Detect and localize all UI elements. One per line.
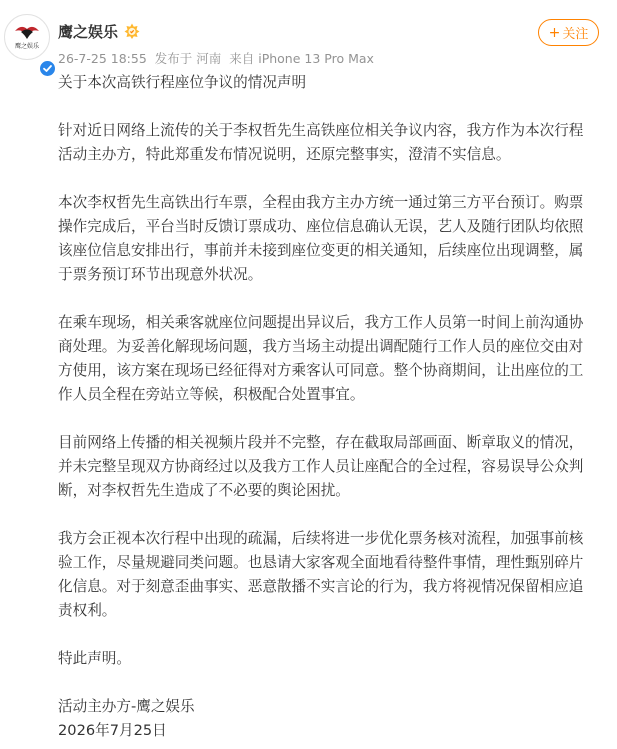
paragraph-line: 验工作，尽量规避同类问题。也恳请大家客观全面地看待整件事情，理性甄别碎片 xyxy=(58,554,584,571)
paragraph-line: 活动主办方，特此郑重发布情况说明，还原完整事实，澄清不实信息。 xyxy=(58,146,511,163)
post-date: 2026年7月25日 xyxy=(58,722,167,739)
paragraph-line: 方使用，该方案在现场已经征得对方乘客认可同意。整个协商期间，让出座位的工 xyxy=(58,362,584,379)
paragraph-line: 在乘车现场，相关乘客就座位问题提出异议后，我方工作人员第一时间上前沟通协 xyxy=(58,314,584,331)
author-name[interactable]: 鹰之娱乐 xyxy=(58,22,119,41)
paragraph-line: 于票务预订环节出现意外状况。 xyxy=(58,266,263,283)
paragraph-line: 目前网络上传播的相关视频片段并不完整，存在截取局部画面、断章取义的情况， xyxy=(58,434,584,451)
closing-line: 特此声明。 xyxy=(58,650,131,667)
paragraph-line: 断，对李权哲先生造成了不必要的舆论困扰。 xyxy=(58,482,350,499)
plus-icon: + xyxy=(548,24,561,41)
post-device: 来自 iPhone 13 Pro Max xyxy=(229,51,374,66)
post-title: 关于本次高铁行程座位争议的情况声明 xyxy=(58,74,307,91)
post-header xyxy=(0,0,617,75)
paragraph-line: 责权利。 xyxy=(58,602,117,619)
paragraph-line: 针对近日网络上流传的关于李权哲先生高铁座位相关争议内容，我方作为本次行程 xyxy=(58,122,584,139)
paragraph-line: 我方会正视本次行程中出现的疏漏，后续将进一步优化票务核对流程，加强事前核 xyxy=(58,530,584,547)
paragraph-line: 商处理。为妥善化解现场问题，我方当场主动提出调配随行工作人员的座位交由对 xyxy=(58,338,584,355)
author-row xyxy=(58,20,141,42)
follow-label: 关注 xyxy=(562,27,589,42)
fan-badge-icon[interactable] xyxy=(123,22,141,40)
paragraph-line: 该座位信息安排出行，事前并未接到座位变更的相关通知，后续座位出现调整，属 xyxy=(58,242,584,259)
paragraph xyxy=(58,191,603,287)
paragraph-line: 本次李权哲先生高铁出行车票，全程由我方主办方统一通过第三方平台预订。购票 xyxy=(58,194,584,211)
signature: 活动主办方-鹰之娱乐 xyxy=(58,698,195,715)
paragraph-line: 化信息。对于刻意歪曲事实、恶意散播不实言论的行为，我方将视情况保留相应追 xyxy=(58,578,584,595)
post-content xyxy=(58,71,603,743)
post-location: 发布于 河南 xyxy=(154,51,222,66)
follow-button[interactable] xyxy=(538,19,599,46)
svg-text:鹰之娱乐: 鹰之娱乐 xyxy=(14,43,40,50)
paragraph-line: 操作完成后，平台当时反馈订票成功、座位信息确认无误，艺人及随行团队均依照 xyxy=(58,218,584,235)
avatar[interactable] xyxy=(4,14,50,60)
eagle-logo-icon xyxy=(5,15,49,59)
post-meta xyxy=(58,49,378,67)
post-time[interactable]: 26-7-25 18:55 xyxy=(58,51,147,66)
paragraph xyxy=(58,119,603,167)
paragraph-line: 作人员全程在旁站立等候，积极配合处置事宜。 xyxy=(58,386,365,403)
verified-check-icon xyxy=(38,59,57,78)
paragraph xyxy=(58,431,603,503)
paragraph xyxy=(58,311,603,407)
paragraph-line: 并未完整呈现双方协商经过以及我方工作人员让座配合的全过程，容易误导公众判 xyxy=(58,458,584,475)
paragraph xyxy=(58,527,603,623)
